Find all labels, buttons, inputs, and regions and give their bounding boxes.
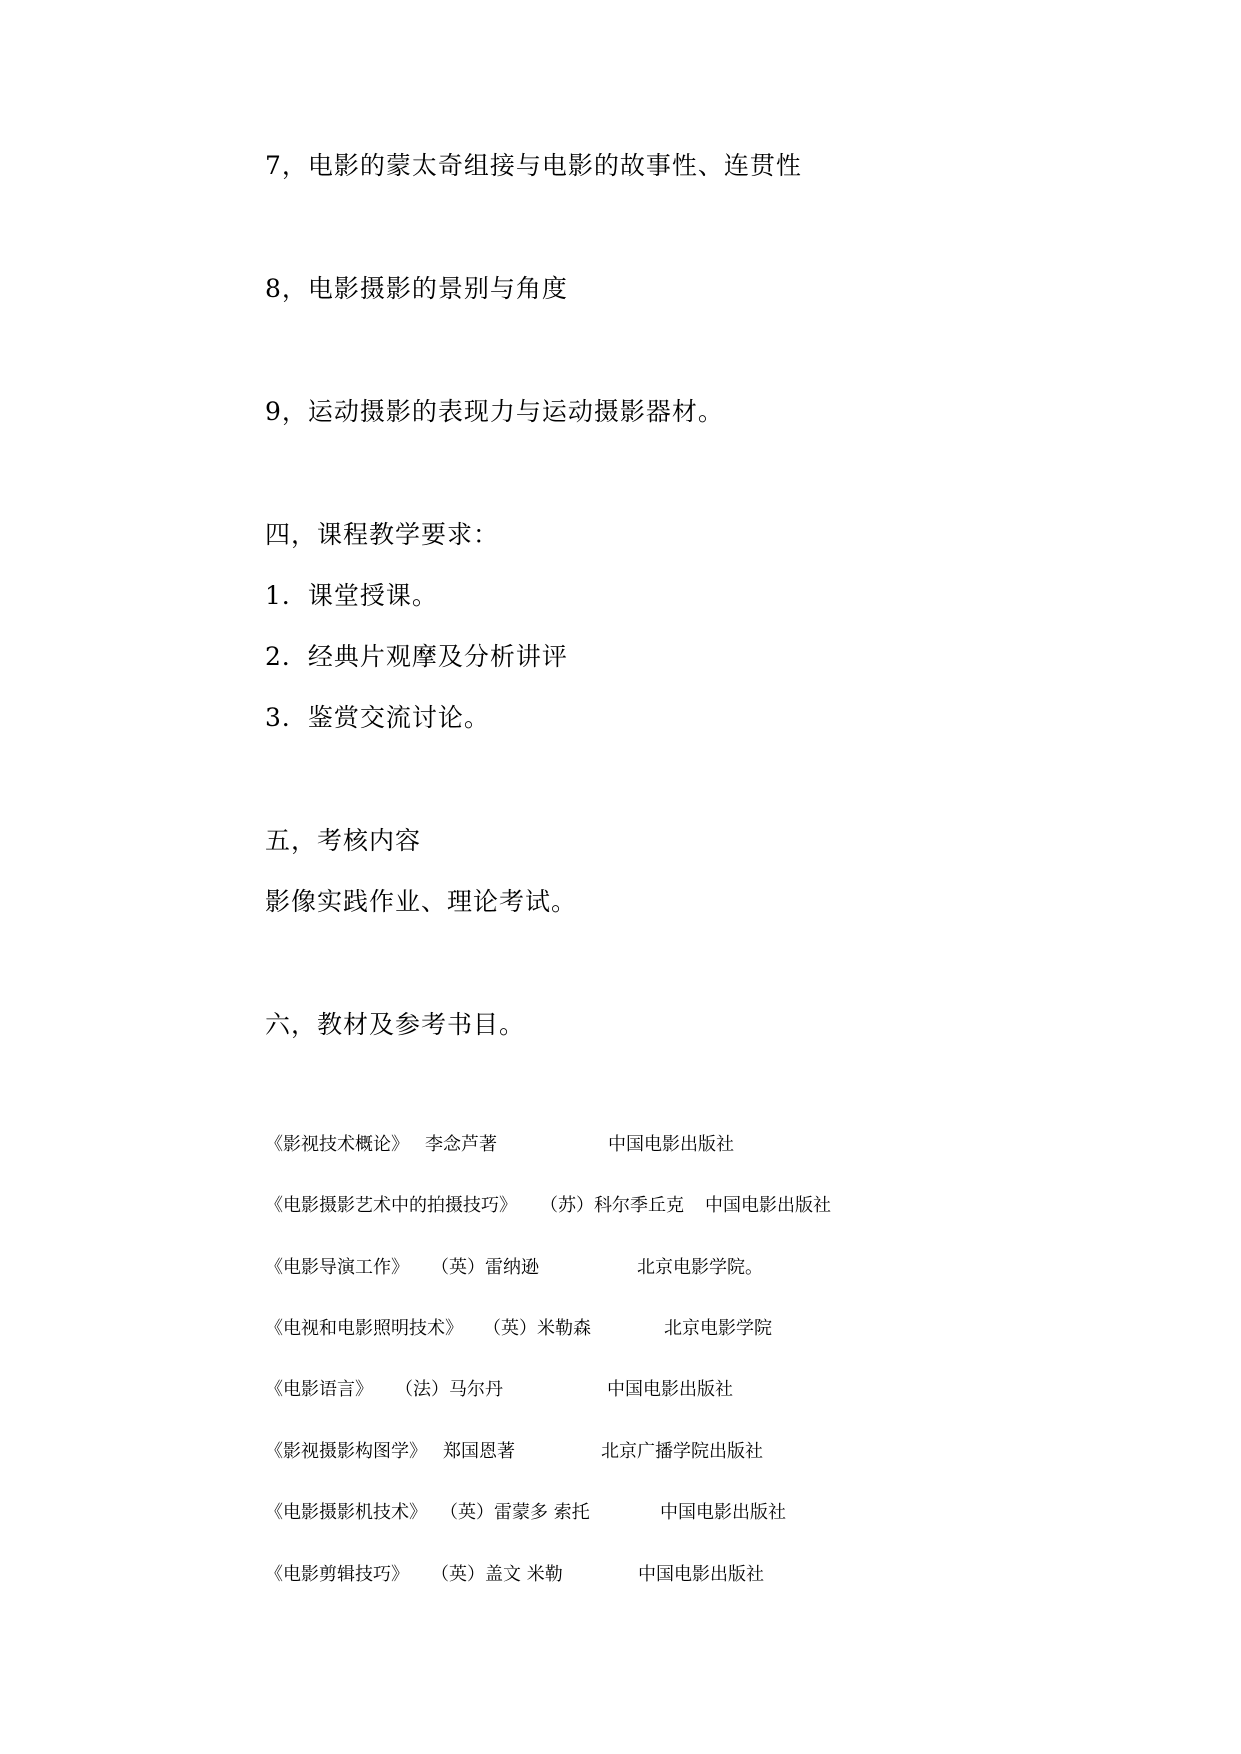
section-4-item-3: 3．鉴赏交流讨论。 (265, 703, 490, 732)
reference-row (265, 1254, 965, 1282)
reference-title: 《电影语言》 (265, 1379, 373, 1400)
reference-publisher: 中国电影出版社 (607, 1379, 733, 1400)
section-5-body: 影像实践作业、理论考试。 (265, 887, 578, 916)
reference-title: 《电影摄影机技术》 (265, 1502, 427, 1523)
reference-row (265, 1438, 965, 1466)
reference-row (265, 1131, 965, 1159)
item-9: 9，运动摄影的表现力与运动摄影器材。 (265, 397, 724, 426)
reference-publisher: 中国电影出版社 (705, 1195, 831, 1216)
reference-row (265, 1315, 965, 1343)
section-6-title: 六，教材及参考书目。 (265, 1010, 526, 1039)
reference-publisher: 北京电影学院。 (637, 1257, 763, 1278)
reference-title: 《影视技术概论》 (265, 1134, 409, 1155)
reference-author: （苏）科尔季丘克 (540, 1195, 684, 1216)
item-8: 8，电影摄影的景别与角度 (265, 274, 568, 303)
reference-row (265, 1499, 965, 1527)
reference-author: 李念芦著 (425, 1134, 497, 1155)
reference-author: （法）马尔丹 (395, 1379, 503, 1400)
reference-publisher: 中国电影出版社 (608, 1134, 734, 1155)
reference-title: 《电视和电影照明技术》 (265, 1318, 463, 1339)
reference-title: 《电影导演工作》 (265, 1257, 409, 1278)
reference-title: 《影视摄影构图学》 (265, 1441, 427, 1462)
reference-author: （英）盖文 米勒 (431, 1564, 563, 1585)
reference-row (265, 1561, 965, 1589)
section-4-item-2: 2．经典片观摩及分析讲评 (265, 642, 568, 671)
reference-row (265, 1192, 965, 1220)
section-4-title: 四，课程教学要求： (265, 520, 500, 549)
reference-author: 郑国恩著 (443, 1441, 515, 1462)
section-5-title: 五，考核内容 (265, 826, 422, 855)
reference-title: 《电影剪辑技巧》 (265, 1564, 409, 1585)
reference-publisher: 北京广播学院出版社 (601, 1441, 763, 1462)
reference-author: （英）雷纳逊 (431, 1257, 539, 1278)
reference-author: （英）雷蒙多 索托 (440, 1502, 590, 1523)
reference-publisher: 中国电影出版社 (638, 1564, 764, 1585)
reference-row (265, 1376, 965, 1404)
reference-publisher: 中国电影出版社 (660, 1502, 786, 1523)
section-4-item-1: 1．课堂授课。 (265, 581, 438, 610)
reference-publisher: 北京电影学院 (664, 1318, 772, 1339)
item-7: 7，电影的蒙太奇组接与电影的故事性、连贯性 (265, 151, 802, 180)
reference-title: 《电影摄影艺术中的拍摄技巧》 (265, 1195, 517, 1216)
reference-author: （英）米勒森 (483, 1318, 591, 1339)
